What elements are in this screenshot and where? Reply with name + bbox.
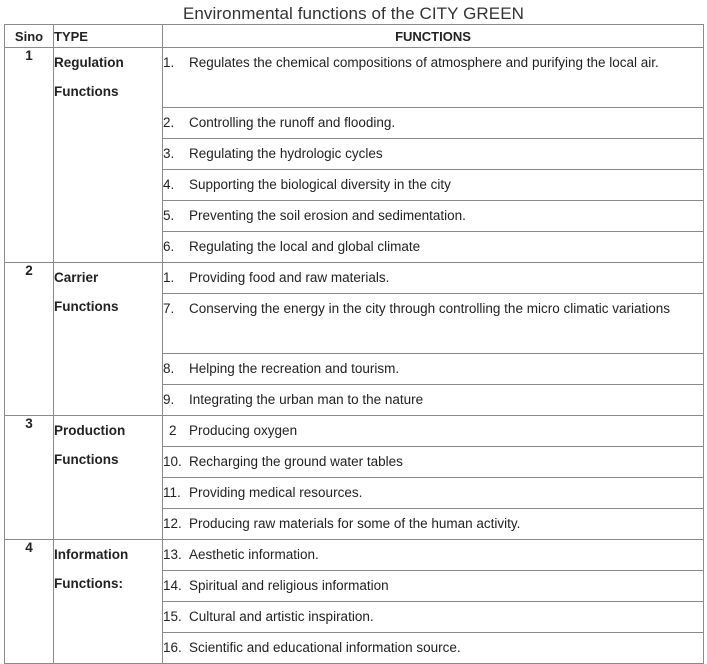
function-cell [163,571,704,602]
function-number: 4. [163,177,175,192]
function-number: 10. [163,454,182,469]
type-cell: Regulation Functions [54,48,163,263]
type-cell: Production Functions [54,416,163,540]
function-cell [163,201,704,232]
function-cell [163,633,704,664]
function-text: Scientific and educational information source. [189,640,461,655]
function-text: Regulating the local and global climate [189,239,421,254]
function-number: 9. [163,392,175,407]
function-number: 13. [163,547,182,562]
table-row [5,48,704,108]
function-text: Providing food and raw materials. [189,270,390,285]
function-cell [163,48,704,108]
function-cell [163,170,704,201]
function-cell [163,139,704,170]
function-cell [163,478,704,509]
function-cell [163,232,704,263]
function-cell [163,263,704,294]
function-number: 8. [163,361,175,376]
function-cell [163,447,704,478]
sino-cell: 1 [5,48,54,263]
functions-table [4,24,704,664]
function-number: 6. [163,239,175,254]
header-row [5,25,704,48]
function-text: Controlling the runoff and flooding. [189,115,396,130]
table-row [5,416,704,447]
type-cell: Information Functions: [54,540,163,664]
function-cell [163,540,704,571]
function-text: Preventing the soil erosion and sedimentation. [189,208,466,223]
table-title: Environmental functions of the CITY GREEN [182,4,525,23]
function-cell [163,108,704,139]
function-number: 12. [163,516,182,531]
function-text: Aesthetic information. [189,547,319,562]
function-number: 7. [163,301,175,316]
type-cell: Carrier Functions [54,263,163,416]
function-cell [163,509,704,540]
function-cell [163,416,704,447]
function-text: Helping the recreation and tourism. [189,361,400,376]
function-text: Regulating the hydrologic cycles [189,146,383,161]
function-number: 1. [163,55,175,70]
function-text: Providing medical resources. [189,485,363,500]
sino-cell: 2 [5,263,54,416]
function-cell [163,602,704,633]
function-cell [163,354,704,385]
function-number: 2. [163,115,175,130]
sino-cell: 4 [5,540,54,664]
function-text: Cultural and artistic inspiration. [189,609,374,624]
function-cell [163,385,704,416]
function-number: 2 [169,423,177,438]
function-number: 16. [163,640,182,655]
function-text: Supporting the biological diversity in the city [189,177,451,192]
function-number: 3. [163,146,175,161]
function-text: Integrating the urban man to the nature [189,392,424,407]
function-number: 1. [163,270,175,285]
header-functions: FUNCTIONS [163,25,704,48]
function-text: Conserving the energy in the city through controlling the micro climatic variations [189,301,670,316]
function-text: Regulates the chemical compositions of atmosphere and purifying the local air. [189,55,659,70]
header-sino: Sino [5,25,54,48]
function-number: 5. [163,208,175,223]
table-row [5,540,704,571]
function-text: Recharging the ground water tables [189,454,403,469]
function-text: Spiritual and religious information [189,578,389,593]
table-row [5,263,704,294]
function-number: 11. [163,485,181,500]
function-text: Producing oxygen [189,423,298,438]
header-type: TYPE [54,25,163,48]
function-number: 14. [163,578,182,593]
sino-cell: 3 [5,416,54,540]
function-text: Producing raw materials for some of the human activity. [189,516,521,531]
function-cell [163,294,704,354]
function-number: 15. [163,609,182,624]
